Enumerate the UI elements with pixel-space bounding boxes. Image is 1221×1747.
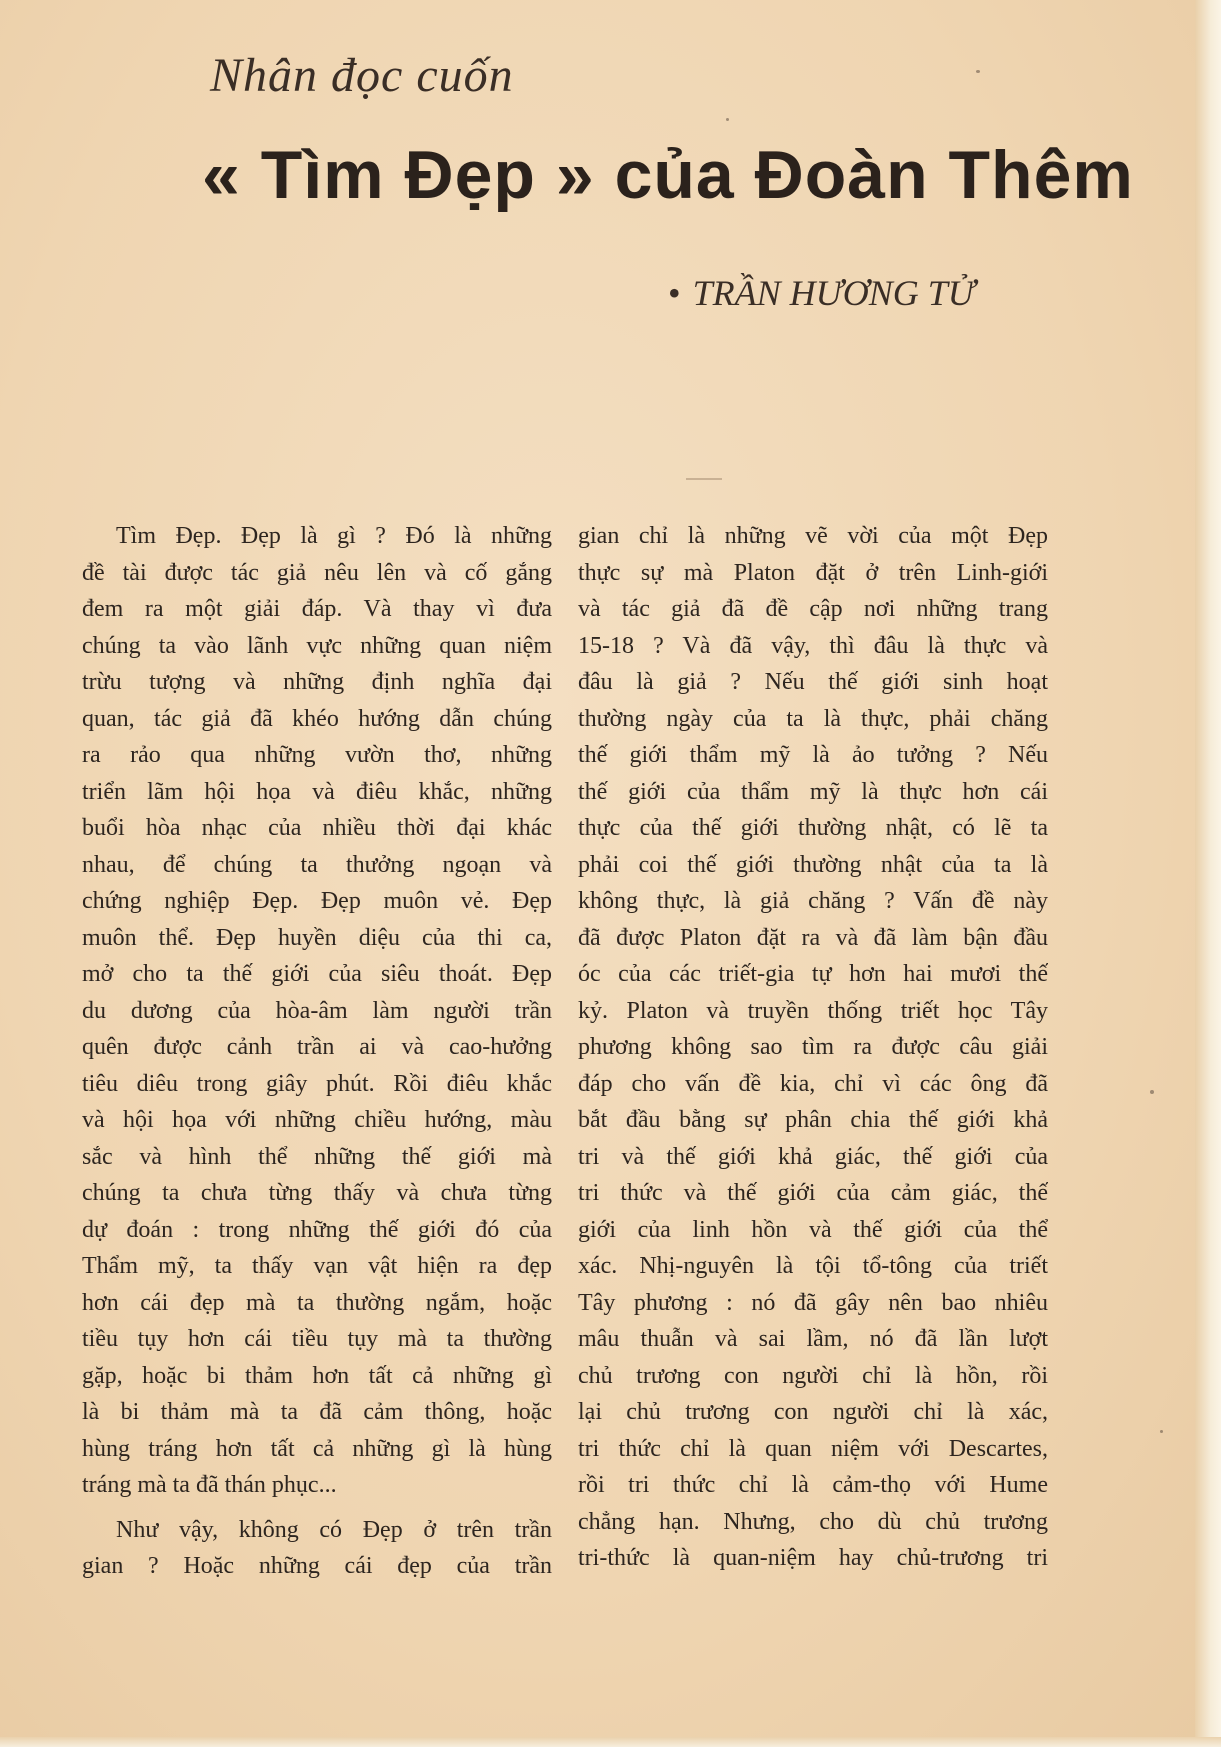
byline-bullet: •	[668, 273, 681, 313]
text-line: gian chỉ là những vẽ vời của một Đẹp	[578, 523, 1048, 549]
text-line: chứng nghiệp Đẹp. Đẹp muôn vẻ. Đẹp	[82, 888, 552, 914]
text-line: tiêu diêu trong giây phút. Rồi điêu khắc	[82, 1070, 552, 1097]
paper-edge-bottom	[0, 1737, 1221, 1747]
text-line: gian ? Hoặc những cái đẹp của trần	[82, 1553, 552, 1579]
text-line: triển lãm hội họa và điêu khắc, những	[82, 778, 552, 805]
text-line: và hội họa với những chiều hướng, màu	[82, 1107, 552, 1133]
text-line: đâu là giả ? Nếu thế giới sinh hoạt	[578, 669, 1048, 695]
text-line: Tìm Đẹp. Đẹp là gì ? Đó là những	[116, 523, 552, 549]
text-line: Như vậy, không có Đẹp ở trên trần	[116, 1516, 552, 1543]
text-line: mâu thuẫn và sai lầm, nó đã lần lượt	[578, 1326, 1048, 1352]
paper-edge-right	[1195, 0, 1221, 1747]
text-line: muôn thể. Đẹp huyền diệu của thi ca,	[82, 924, 552, 951]
text-line: ra rảo qua những vườn thơ, những	[82, 742, 552, 768]
byline-author: TRẦN HƯƠNG TỬ	[692, 273, 975, 313]
text-line: tri thức chỉ là quan niệm với Descartes,	[578, 1435, 1048, 1462]
text-line: gặp, hoặc bi thảm hơn tất cả những gì	[82, 1362, 552, 1389]
text-line: xác. Nhị-nguyên là tội tổ-tông của triết	[578, 1253, 1048, 1279]
separator-mark	[686, 478, 722, 480]
article-kicker: Nhân đọc cuốn	[210, 49, 514, 102]
text-line: hơn cái đẹp mà ta thường ngắm, hoặc	[82, 1289, 552, 1316]
article-byline	[668, 272, 1068, 314]
column-left	[82, 518, 552, 1585]
text-line: chúng ta chưa từng thấy và chưa từng	[82, 1180, 552, 1206]
text-line: thường ngày của ta là thực, phải chăng	[578, 705, 1048, 732]
text-line: thực sự mà Platon đặt ở trên Linh-giới	[578, 559, 1048, 586]
text-line: nhau, để chúng ta thưởng ngoạn và	[82, 851, 552, 878]
text-line: rồi tri thức chỉ là cảm-thọ với Hume	[578, 1472, 1048, 1498]
column-right	[578, 518, 1048, 1577]
text-line: và tác giả đã đề cập nơi những trang	[578, 596, 1048, 622]
text-line: Tây phương : nó đã gây nên bao nhiêu	[578, 1289, 1048, 1316]
text-line: dự đoán : trong những thế giới đó của	[82, 1216, 552, 1243]
text-line: quên được cảnh trần ai và cao-hưởng	[82, 1034, 552, 1060]
text-line: chúng ta vào lãnh vực những quan niệm	[82, 632, 552, 659]
text-line: mở cho ta thế giới của siêu thoát. Đẹp	[82, 961, 552, 987]
text-line: quan, tác giả đã khéo hướng dẫn chúng	[82, 705, 552, 732]
text-line: tráng mà ta đã thán phục...	[82, 1472, 337, 1498]
text-line: tri-thức là quan-niệm hay chủ-trương tri	[578, 1545, 1048, 1571]
text-line: đề tài được tác giả nêu lên và cố gắng	[82, 559, 552, 586]
text-line: du dương của hòa-âm làm người trần	[82, 997, 552, 1024]
text-line: đem ra một giải đáp. Và thay vì đưa	[82, 596, 552, 622]
article-title: « Tìm Đẹp » của Đoàn Thêm	[202, 137, 1134, 213]
text-line: tri thức và thế giới của cảm giác, thế	[578, 1180, 1048, 1206]
text-line: thế giới của thẩm mỹ là thực hơn cái	[578, 778, 1048, 805]
text-line: là bi thảm mà ta đã cảm thông, hoặc	[82, 1399, 552, 1425]
text-line: thế giới thẩm mỹ là ảo tưởng ? Nếu	[578, 742, 1048, 768]
text-line: Thẩm mỹ, ta thấy vạn vật hiện ra đẹp	[82, 1253, 552, 1279]
text-line: trừu tượng và những định nghĩa đại	[82, 669, 552, 695]
text-line: tri và thế giới khả giác, thế giới của	[578, 1143, 1048, 1170]
text-line: chủ trương con người chỉ là hồn, rồi	[578, 1362, 1048, 1389]
text-line: lại chủ trương con người chỉ là xác,	[578, 1399, 1048, 1425]
text-line: kỷ. Platon và truyền thống triết học Tây	[578, 997, 1048, 1024]
text-line: chẳng hạn. Nhưng, cho dù chủ trương	[578, 1508, 1048, 1535]
text-line: 15-18 ? Và đã vậy, thì đâu là thực và	[578, 632, 1048, 659]
text-line: bắt đầu bằng sự phân chia thế giới khả	[578, 1107, 1048, 1133]
text-line: hùng tráng hơn tất cả những gì là hùng	[82, 1435, 552, 1462]
text-line: tiều tụy hơn cái tiều tụy mà ta thường	[82, 1326, 552, 1352]
text-line: phải coi thế giới thường nhật của ta là	[578, 851, 1048, 878]
text-line: sắc và hình thể những thế giới mà	[82, 1143, 552, 1170]
text-line: thực của thế giới thường nhật, có lẽ ta	[578, 815, 1048, 841]
text-line: không thực, là giả chăng ? Vấn đề này	[578, 888, 1048, 914]
text-line: giới của linh hồn và thế giới của thể	[578, 1216, 1048, 1243]
text-line: óc của các triết-gia tự hơn hai mươi thế	[578, 961, 1048, 987]
text-line: đã được Platon đặt ra và đã làm bận đầu	[578, 924, 1048, 951]
text-line: đáp cho vấn đề kia, chỉ vì các ông đã	[578, 1070, 1048, 1097]
text-line: phương không sao tìm ra được câu giải	[578, 1034, 1048, 1060]
text-line: buổi hòa nhạc của nhiều thời đại khác	[82, 815, 552, 841]
